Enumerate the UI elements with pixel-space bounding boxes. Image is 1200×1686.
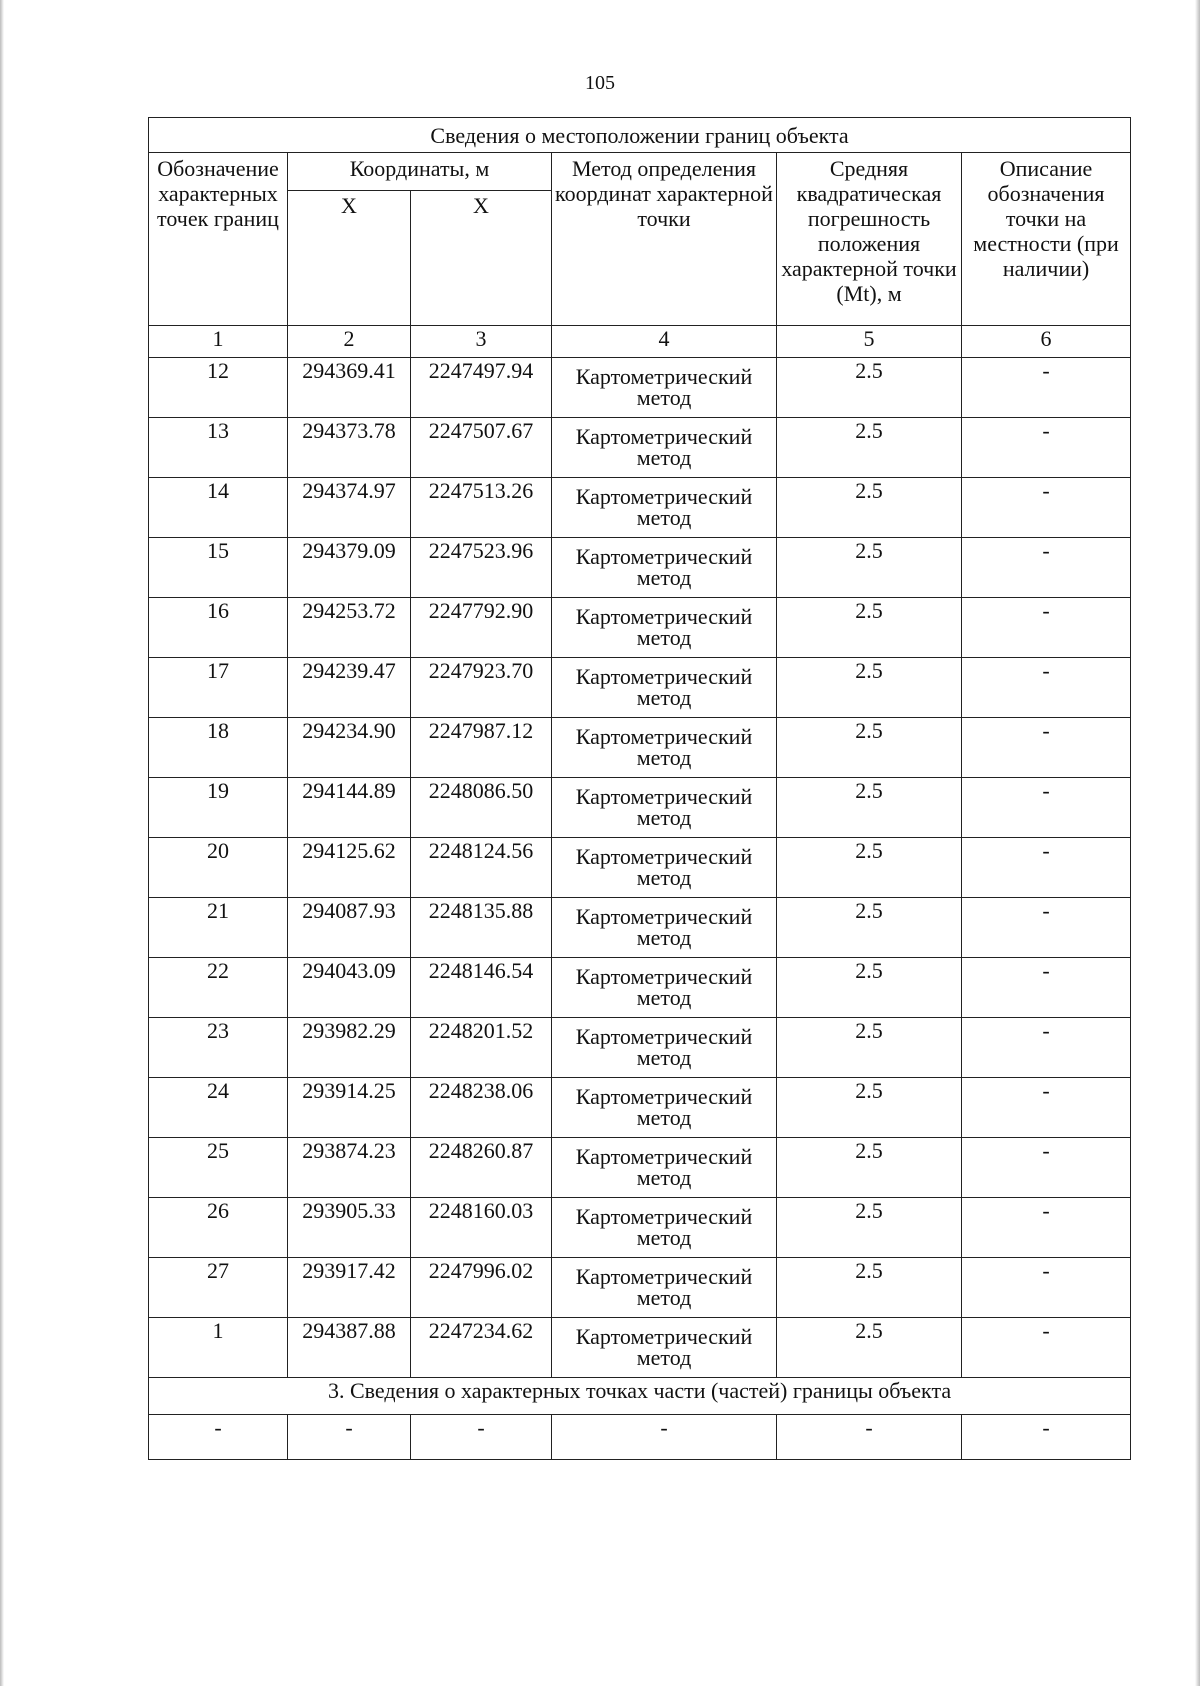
table-row (149, 838, 1131, 898)
mean-error-cell: 2.5 (777, 418, 962, 478)
mean-error-cell: 2.5 (777, 778, 962, 838)
section3-row (149, 1378, 1131, 1415)
table-row (149, 1258, 1131, 1318)
x-coordinate-cell: 294239.47 (288, 658, 411, 718)
point-number-cell: 13 (149, 418, 288, 478)
table-row (149, 658, 1131, 718)
point-number-cell: 18 (149, 718, 288, 778)
table-row (149, 478, 1131, 538)
method-cell: Картометрический метод (552, 958, 777, 1018)
table-row (149, 718, 1131, 778)
point-number-cell: 17 (149, 658, 288, 718)
description-cell: - (962, 478, 1131, 538)
header-mean-error: Средняя квадратическая погрешность положения характерной точки (Mt), м (777, 153, 962, 326)
boundary-points-table (148, 117, 1131, 1460)
header-row (149, 153, 1131, 191)
description-cell: - (962, 358, 1131, 418)
x-coordinate-cell: 294234.90 (288, 718, 411, 778)
column-number: 4 (552, 326, 777, 358)
column-number: 2 (288, 326, 411, 358)
column-numbers-row (149, 326, 1131, 358)
mean-error-cell: 2.5 (777, 1198, 962, 1258)
method-cell: Картометрический метод (552, 718, 777, 778)
column-number: 1 (149, 326, 288, 358)
description-cell: - (962, 658, 1131, 718)
table-cell: - (777, 1415, 962, 1460)
y-coordinate-cell: 2247523.96 (411, 538, 552, 598)
point-number-cell: 21 (149, 898, 288, 958)
method-cell: Картометрический метод (552, 1318, 777, 1378)
scan-edge-left (0, 0, 4, 1686)
y-coordinate-cell: 2247996.02 (411, 1258, 552, 1318)
point-number-cell: 27 (149, 1258, 288, 1318)
method-cell: Картометрический метод (552, 418, 777, 478)
method-cell: Картометрический метод (552, 478, 777, 538)
x-coordinate-cell: 294373.78 (288, 418, 411, 478)
point-number-cell: 24 (149, 1078, 288, 1138)
point-number-cell: 19 (149, 778, 288, 838)
table-row (149, 1018, 1131, 1078)
x-coordinate-cell: 294369.41 (288, 358, 411, 418)
point-number-cell: 15 (149, 538, 288, 598)
mean-error-cell: 2.5 (777, 898, 962, 958)
method-cell: Картометрический метод (552, 1078, 777, 1138)
description-cell: - (962, 1138, 1131, 1198)
x-coordinate-cell: 293982.29 (288, 1018, 411, 1078)
table-row (149, 538, 1131, 598)
description-cell: - (962, 718, 1131, 778)
table-cell: - (288, 1415, 411, 1460)
header-point-designation: Обозначение характерных точек границ (149, 153, 288, 326)
mean-error-cell: 2.5 (777, 1318, 962, 1378)
mean-error-cell: 2.5 (777, 478, 962, 538)
header-y: X (411, 191, 552, 326)
description-cell: - (962, 958, 1131, 1018)
point-number-cell: 16 (149, 598, 288, 658)
header-description: Описание обозначения точки на местности (при наличии) (962, 153, 1131, 326)
x-coordinate-cell: 294043.09 (288, 958, 411, 1018)
point-number-cell: 22 (149, 958, 288, 1018)
y-coordinate-cell: 2247507.67 (411, 418, 552, 478)
table-row (149, 358, 1131, 418)
description-cell: - (962, 1318, 1131, 1378)
y-coordinate-cell: 2248260.87 (411, 1138, 552, 1198)
method-cell: Картометрический метод (552, 838, 777, 898)
point-number-cell: 12 (149, 358, 288, 418)
x-coordinate-cell: 293905.33 (288, 1198, 411, 1258)
column-number: 6 (962, 326, 1131, 358)
method-cell: Картометрический метод (552, 1018, 777, 1078)
mean-error-cell: 2.5 (777, 718, 962, 778)
point-number-cell: 23 (149, 1018, 288, 1078)
table-row (149, 418, 1131, 478)
description-cell: - (962, 1198, 1131, 1258)
description-cell: - (962, 538, 1131, 598)
method-cell: Картометрический метод (552, 538, 777, 598)
x-coordinate-cell: 294253.72 (288, 598, 411, 658)
section3-data-row (149, 1415, 1131, 1460)
table-row (149, 598, 1131, 658)
mean-error-cell: 2.5 (777, 958, 962, 1018)
table-row (149, 898, 1131, 958)
column-number: 3 (411, 326, 552, 358)
description-cell: - (962, 1258, 1131, 1318)
description-cell: - (962, 1018, 1131, 1078)
method-cell: Картометрический метод (552, 898, 777, 958)
table-cell: - (962, 1415, 1131, 1460)
x-coordinate-cell: 293917.42 (288, 1258, 411, 1318)
point-number-cell: 14 (149, 478, 288, 538)
y-coordinate-cell: 2247923.70 (411, 658, 552, 718)
table-row (149, 1318, 1131, 1378)
y-coordinate-cell: 2248086.50 (411, 778, 552, 838)
table-cell: - (552, 1415, 777, 1460)
method-cell: Картометрический метод (552, 358, 777, 418)
scan-edge-right (1195, 0, 1200, 1686)
point-number-cell: 26 (149, 1198, 288, 1258)
table-row (149, 1138, 1131, 1198)
table-row (149, 1198, 1131, 1258)
table-row (149, 958, 1131, 1018)
mean-error-cell: 2.5 (777, 538, 962, 598)
y-coordinate-cell: 2248146.54 (411, 958, 552, 1018)
table-title: Сведения о местоположении границ объекта (149, 118, 1131, 153)
method-cell: Картометрический метод (552, 778, 777, 838)
x-coordinate-cell: 294087.93 (288, 898, 411, 958)
y-coordinate-cell: 2248135.88 (411, 898, 552, 958)
header-method: Метод определения координат характерной точки (552, 153, 777, 326)
method-cell: Картометрический метод (552, 1258, 777, 1318)
description-cell: - (962, 598, 1131, 658)
y-coordinate-cell: 2247497.94 (411, 358, 552, 418)
x-coordinate-cell: 294125.62 (288, 838, 411, 898)
table-row (149, 1078, 1131, 1138)
y-coordinate-cell: 2247792.90 (411, 598, 552, 658)
mean-error-cell: 2.5 (777, 358, 962, 418)
description-cell: - (962, 778, 1131, 838)
method-cell: Картометрический метод (552, 1198, 777, 1258)
y-coordinate-cell: 2247513.26 (411, 478, 552, 538)
y-coordinate-cell: 2248124.56 (411, 838, 552, 898)
y-coordinate-cell: 2248238.06 (411, 1078, 552, 1138)
mean-error-cell: 2.5 (777, 598, 962, 658)
table-cell: - (149, 1415, 288, 1460)
mean-error-cell: 2.5 (777, 838, 962, 898)
point-number-cell: 1 (149, 1318, 288, 1378)
y-coordinate-cell: 2247234.62 (411, 1318, 552, 1378)
x-coordinate-cell: 293874.23 (288, 1138, 411, 1198)
point-number-cell: 25 (149, 1138, 288, 1198)
y-coordinate-cell: 2248201.52 (411, 1018, 552, 1078)
column-number: 5 (777, 326, 962, 358)
x-coordinate-cell: 294379.09 (288, 538, 411, 598)
x-coordinate-cell: 294374.97 (288, 478, 411, 538)
mean-error-cell: 2.5 (777, 658, 962, 718)
header-x: X (288, 191, 411, 326)
x-coordinate-cell: 294387.88 (288, 1318, 411, 1378)
page-number: 105 (585, 72, 615, 94)
point-number-cell: 20 (149, 838, 288, 898)
mean-error-cell: 2.5 (777, 1078, 962, 1138)
method-cell: Картометрический метод (552, 598, 777, 658)
method-cell: Картометрический метод (552, 658, 777, 718)
y-coordinate-cell: 2248160.03 (411, 1198, 552, 1258)
description-cell: - (962, 418, 1131, 478)
y-coordinate-cell: 2247987.12 (411, 718, 552, 778)
method-cell: Картометрический метод (552, 1138, 777, 1198)
table-cell: - (411, 1415, 552, 1460)
header-coordinates: Координаты, м (288, 153, 552, 191)
table-title-row (149, 118, 1131, 153)
table-row (149, 778, 1131, 838)
mean-error-cell: 2.5 (777, 1258, 962, 1318)
description-cell: - (962, 838, 1131, 898)
description-cell: - (962, 898, 1131, 958)
mean-error-cell: 2.5 (777, 1138, 962, 1198)
mean-error-cell: 2.5 (777, 1018, 962, 1078)
description-cell: - (962, 1078, 1131, 1138)
x-coordinate-cell: 294144.89 (288, 778, 411, 838)
section3-title: 3. Сведения о характерных точках части (частей) границы объекта (149, 1378, 1131, 1415)
x-coordinate-cell: 293914.25 (288, 1078, 411, 1138)
